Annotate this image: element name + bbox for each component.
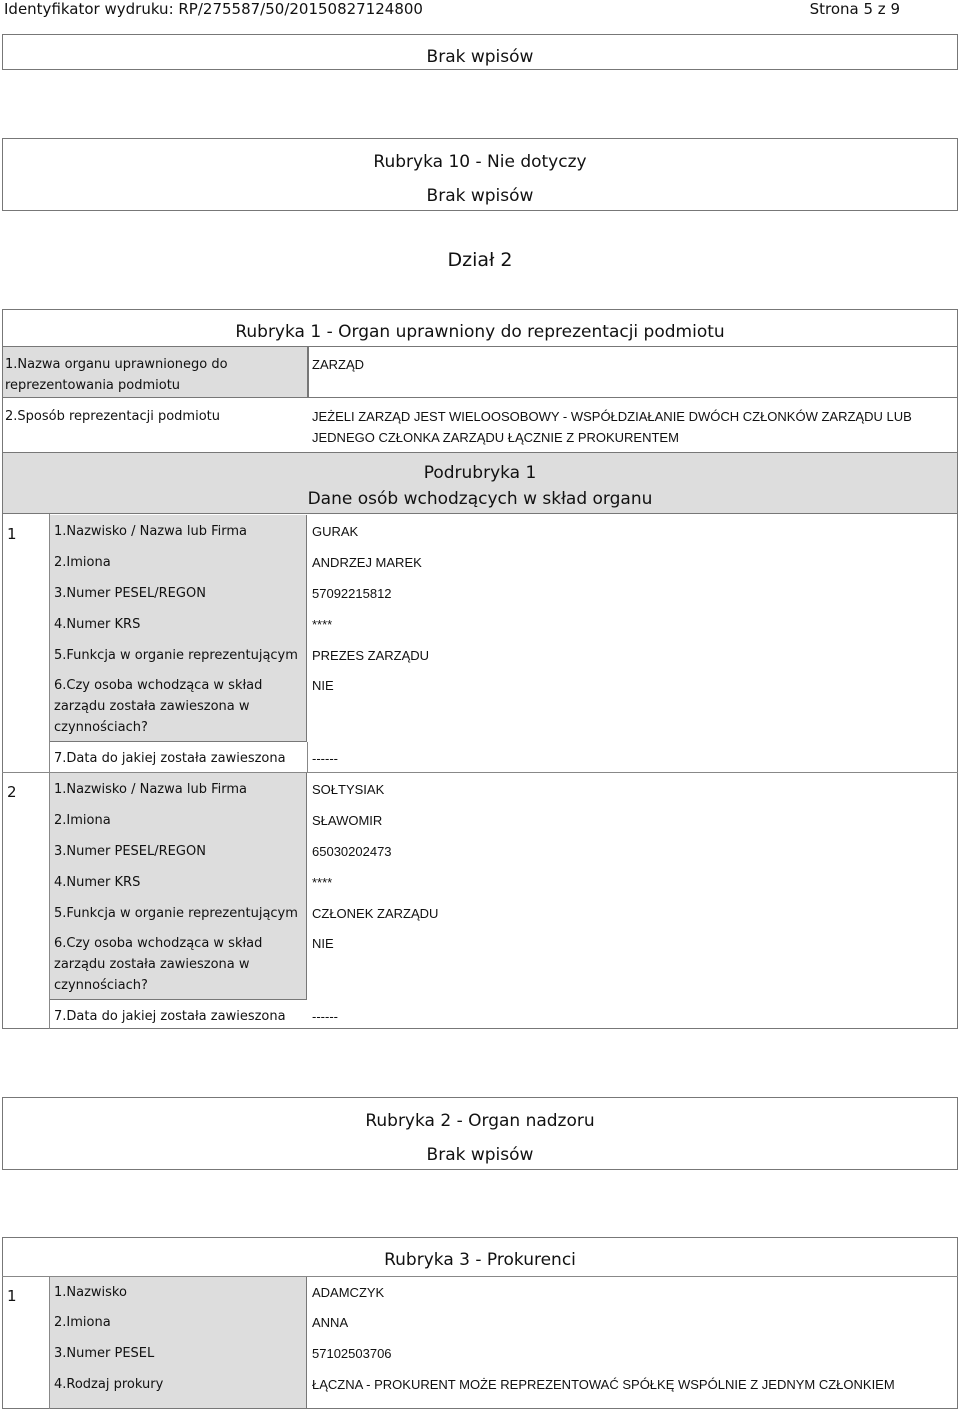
prokurent-label-pesel: 3.Numer PESEL	[54, 1346, 155, 1361]
rubryka-10-empty: Brak wpisów	[426, 186, 534, 206]
page-number: Strona 5 z 9	[809, 0, 900, 18]
print-identifier: Identyfikator wydruku: RP/275587/50/20150827124800	[4, 0, 423, 18]
rubryka-2-title: Rubryka 2 - Organ nadzoru	[365, 1111, 595, 1131]
podrubryka-title: Podrubryka 1	[423, 463, 537, 483]
prokurent-label-type: 4.Rodzaj prokury	[54, 1377, 164, 1392]
field-label-representation: 2.Sposób reprezentacji podmiotu	[5, 409, 220, 424]
podrubryka-subtitle: Dane osób wchodzących w skład organu	[307, 489, 653, 509]
person-2-label-krs: 4.Numer KRS	[54, 875, 141, 890]
person-2-value-pesel: 65030202473	[312, 844, 392, 859]
field-label-organ-name: 1.Nazwa organu uprawnionego do reprezentowania podmiotu	[5, 357, 228, 393]
person-1-label-pesel: 3.Numer PESEL/REGON	[54, 586, 206, 601]
rubryka-2-box	[2, 1097, 958, 1170]
rubryka-3-title: Rubryka 3 - Prokurenci	[384, 1250, 576, 1270]
person-1-value-name: GURAK	[312, 524, 359, 539]
prokurent-index: 1	[7, 1287, 17, 1305]
person-2-label-suspended: 6.Czy osoba wchodząca w skład zarządu została zawieszona w czynnościach?	[54, 936, 263, 993]
person-1-value-suspended: NIE	[312, 678, 334, 693]
person-2-value-suspended-until: ------	[312, 1009, 338, 1024]
empty-label: Brak wpisów	[426, 47, 534, 67]
person-1-value-suspended-until: ------	[312, 751, 338, 766]
person-1-value-function: PREZES ZARZĄDU	[312, 648, 430, 663]
prokurent-value-type: ŁĄCZNA - PROKURENT MOŻE REPREZENTOWAĆ SPÓŁKĘ WSPÓLNIE Z JEDNYM CZŁONKIEM	[312, 1377, 895, 1392]
person-2-label-first-names: 2.Imiona	[54, 813, 111, 828]
prokurent-value-surname: ADAMCZYK	[312, 1285, 385, 1300]
person-1-value-pesel: 57092215812	[312, 586, 392, 601]
person-1-label-suspended: 6.Czy osoba wchodząca w skład zarządu została zawieszona w czynnościach?	[54, 678, 263, 735]
person-2-label-function: 5.Funkcja w organie reprezentującym	[54, 906, 298, 921]
person-index: 1	[7, 525, 17, 543]
person-1-value-first-names: ANDRZEJ MAREK	[312, 555, 422, 570]
prokurent-value-pesel: 57102503706	[312, 1346, 392, 1361]
person-1-label-first-names: 2.Imiona	[54, 555, 111, 570]
person-2-label-pesel: 3.Numer PESEL/REGON	[54, 844, 206, 859]
prokurent-label-surname: 1.Nazwisko	[54, 1285, 127, 1300]
rubryka-2-empty: Brak wpisów	[426, 1145, 534, 1165]
field-value-representation: JEŻELI ZARZĄD JEST WIELOOSOBOWY - WSPÓŁDZIAŁANIE DWÓCH CZŁONKÓW ZARZĄDU LUB JEDNEGO CZŁONKA ZARZĄDU ŁĄCZNIE Z PROKURENTEM	[312, 409, 912, 445]
person-1-label-suspended-until: 7.Data do jakiej została zawieszona	[54, 751, 286, 766]
person-1-value-krs: ****	[312, 617, 333, 632]
person-2-value-function: CZŁONEK ZARZĄDU	[312, 906, 439, 921]
person-2-value-name: SOŁTYSIAK	[312, 782, 385, 797]
person-1-label-name: 1.Nazwisko / Nazwa lub Firma	[54, 524, 247, 539]
rubryka-10-box	[2, 138, 958, 211]
empty-section-box	[2, 34, 958, 70]
rubryka-10-title: Rubryka 10 - Nie dotyczy	[373, 152, 587, 172]
person-index: 2	[7, 783, 17, 801]
person-1-label-krs: 4.Numer KRS	[54, 617, 141, 632]
person-1-label-function: 5.Funkcja w organie reprezentującym	[54, 648, 298, 663]
dzial-title: Dział 2	[447, 249, 513, 271]
prokurent-value-first-names: ANNA	[312, 1315, 349, 1330]
person-2-value-krs: ****	[312, 875, 333, 890]
person-2-value-first-names: SŁAWOMIR	[312, 813, 383, 828]
person-2-value-suspended: NIE	[312, 936, 334, 951]
rubryka-1-title: Rubryka 1 - Organ uprawniony do reprezentacji podmiotu	[235, 322, 725, 342]
person-2-label-suspended-until: 7.Data do jakiej została zawieszona	[54, 1009, 286, 1024]
prokurent-label-first-names: 2.Imiona	[54, 1315, 111, 1330]
person-2-label-name: 1.Nazwisko / Nazwa lub Firma	[54, 782, 247, 797]
field-value-organ-name: ZARZĄD	[312, 357, 364, 372]
